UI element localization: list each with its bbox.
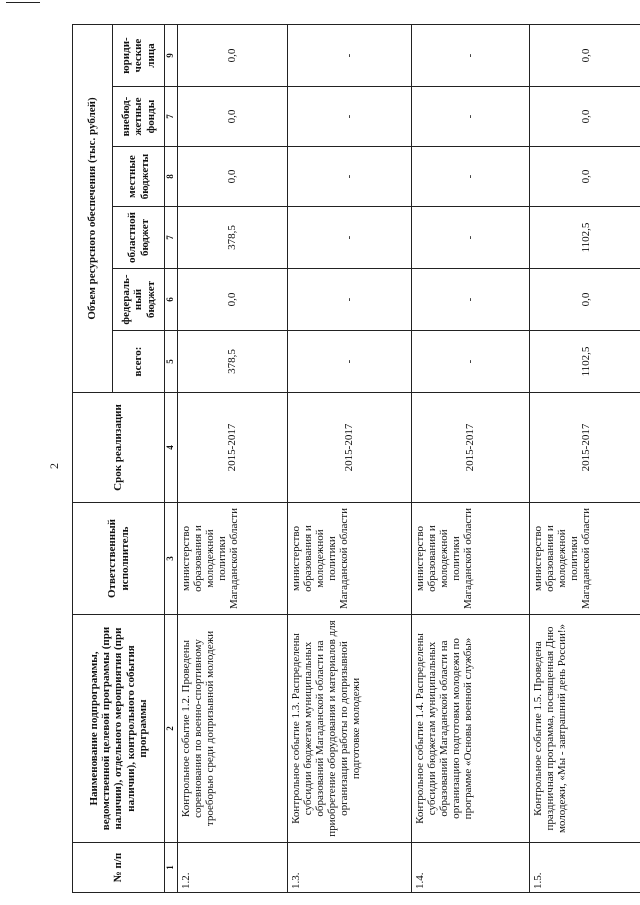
executor: министерство образования и молодежной политики Магаданской области (529, 503, 640, 615)
resource-table (72, 24, 640, 893)
legal: 0,0 (177, 25, 287, 87)
col-number: 2 (165, 615, 178, 843)
col-num-header: № п/п (73, 843, 165, 893)
rotated-page (72, 25, 640, 893)
table-row (177, 25, 287, 893)
col-total-header: всего: (113, 331, 165, 393)
local: 0,0 (177, 147, 287, 207)
period: 2015-2017 (177, 393, 287, 503)
federal: 0,0 (529, 269, 640, 331)
col-legal-header: юриди-ческие лица (113, 25, 165, 87)
col-name-header: Наименование подпрограммы, ведомственной целевой программы (при наличии), отдельного мероприятия (при наличии), контрольного события программы (73, 615, 165, 843)
col-number: 7 (165, 87, 178, 147)
period: 2015-2017 (287, 393, 411, 503)
local: - (287, 147, 411, 207)
row-number: 1.4. (411, 843, 529, 893)
col-number: 7 (165, 207, 178, 269)
col-period-header: Срок реализации (73, 393, 165, 503)
total: - (287, 331, 411, 393)
col-number: 1 (165, 843, 178, 893)
regional: - (287, 207, 411, 269)
event-name: Контрольное событие 1.4. Распределены субсидии бюджетам муниципальных образований Магаданской области на организацию подготовки молодежи по программе «Основы военной службы» (411, 615, 529, 843)
offbudget: - (411, 87, 529, 147)
offbudget: 0,0 (529, 87, 640, 147)
col-number: 4 (165, 393, 178, 503)
regional: - (411, 207, 529, 269)
event-name: Контрольное событие 1.2. Проведены соревнования по военно-спортивному троеборью среди допризывной молодежи (177, 615, 287, 843)
offbudget: 0,0 (177, 87, 287, 147)
col-number: 9 (165, 25, 178, 87)
federal: - (287, 269, 411, 331)
header-rule (6, 2, 40, 3)
total: 1102,5 (529, 331, 640, 393)
table-row (411, 25, 529, 893)
col-local-header: местные бюджеты (113, 147, 165, 207)
col-number: 3 (165, 503, 178, 615)
table-row (529, 25, 640, 893)
event-name: Контрольное событие 1.5. Проведена праздничная программа, посвященная Дню молодежи, «Мы - завтрашний день России!» (529, 615, 640, 843)
event-name: Контрольное событие 1.3. Распределены субсидии бюджетам муниципальных образований Магаданской области на приобретение оборудования и материалов для организации работы по допризывной подготовке молодежи (287, 615, 411, 843)
col-executor-header: Ответственный исполнитель (73, 503, 165, 615)
col-offbudget-header: внебюд-жетные фонды (113, 87, 165, 147)
period: 2015-2017 (529, 393, 640, 503)
regional: 378,5 (177, 207, 287, 269)
legal: - (287, 25, 411, 87)
legal: 0,0 (529, 25, 640, 87)
row-number: 1.3. (287, 843, 411, 893)
total: 378,5 (177, 331, 287, 393)
table-row (287, 25, 411, 893)
total: - (411, 331, 529, 393)
row-number: 1.2. (177, 843, 287, 893)
regional: 1102,5 (529, 207, 640, 269)
col-number: 6 (165, 269, 178, 331)
local: - (411, 147, 529, 207)
col-number: 5 (165, 331, 178, 393)
executor: министерство образования и молодежной политики Магаданской области (287, 503, 411, 615)
local: 0,0 (529, 147, 640, 207)
period: 2015-2017 (411, 393, 529, 503)
offbudget: - (287, 87, 411, 147)
executor: министерство образования и молодежной политики Магаданской области (177, 503, 287, 615)
col-number: 8 (165, 147, 178, 207)
legal: - (411, 25, 529, 87)
federal: 0,0 (177, 269, 287, 331)
column-number-row (165, 25, 178, 893)
header-row-1 (73, 25, 113, 893)
col-resources-header: Объем ресурсного обеспечения (тыс. рублей) (73, 25, 113, 393)
col-federal-header: федераль-ный бюджет (113, 269, 165, 331)
executor: министерство образования и молодежной политики Магаданской области (411, 503, 529, 615)
row-number: 1.5. (529, 843, 640, 893)
col-regional-header: областной бюджет (113, 207, 165, 269)
page-number: 2 (47, 463, 61, 469)
federal: - (411, 269, 529, 331)
